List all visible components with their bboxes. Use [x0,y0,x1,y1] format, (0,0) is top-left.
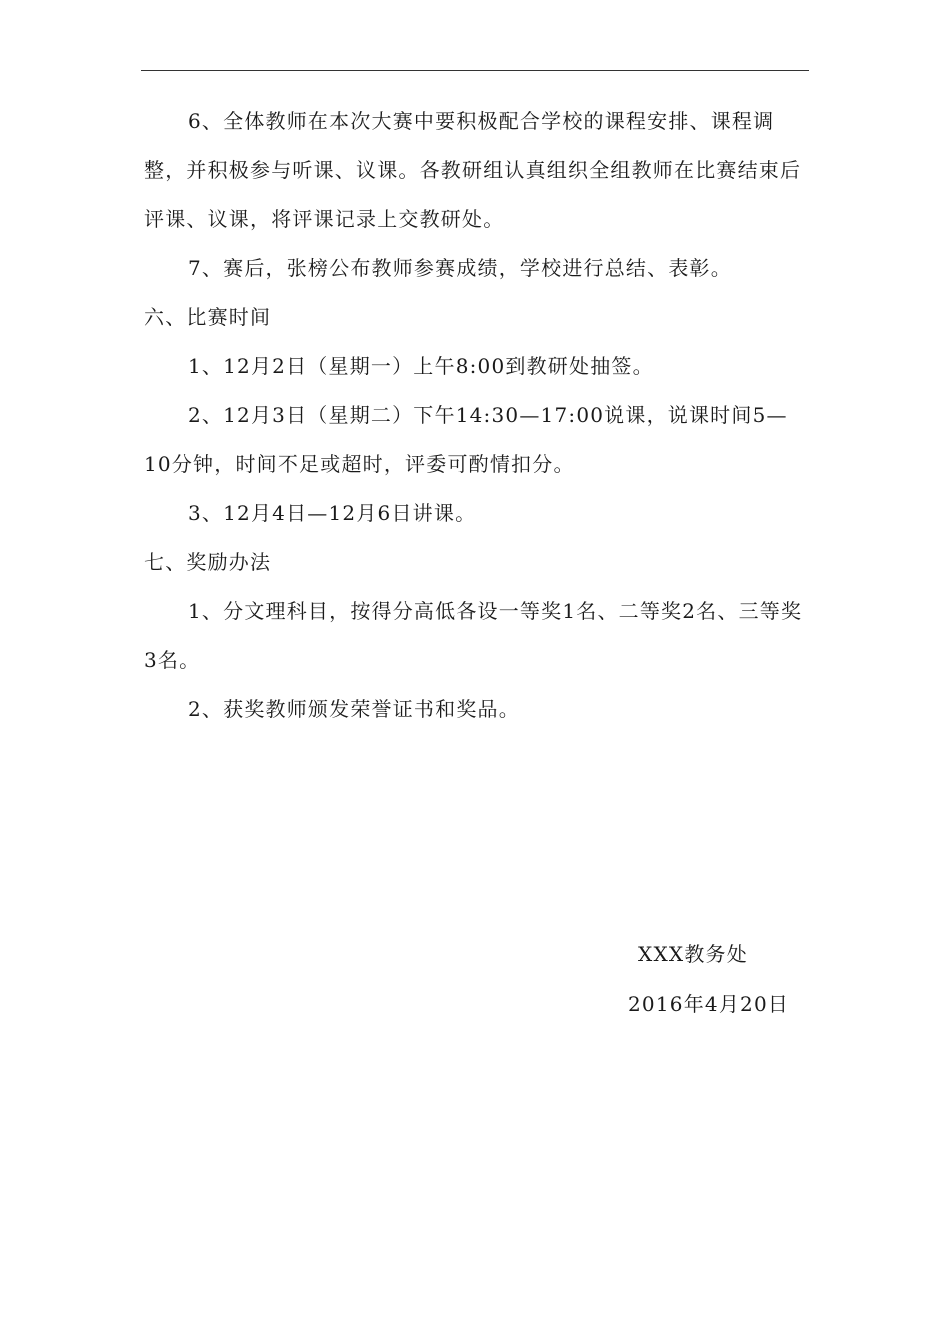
document-body [144,97,809,734]
signature-date: 2016年4月20日 [628,992,790,1016]
header-rule [141,70,809,71]
signature-organization: XXX教务处 [638,942,748,966]
award-item-2: 2、获奖教师颁发荣誉证书和奖品。 [188,697,520,721]
schedule-item-1: 1、12月2日（星期一）上午8:00到教研处抽签。 [188,354,654,378]
paragraph-item-6: 6、全体教师在本次大赛中要积极配合学校的课程安排、课程调整，并积极参与听课、议课。各教研组认真组织全组教师在比赛结束后评课、议课，将评课记录上交教研处。 [144,109,802,231]
section-heading-awards: 七、奖励办法 [144,550,272,574]
award-item-1: 1、分文理科目，按得分高低各设一等奖1名、二等奖2名、三等奖3名。 [144,599,803,672]
paragraph-item-7: 7、赛后，张榜公布教师参赛成绩，学校进行总结、表彰。 [188,256,732,280]
section-heading-schedule: 六、比赛时间 [144,305,272,329]
schedule-item-3: 3、12月4日—12月6日讲课。 [188,501,477,525]
schedule-item-2: 2、12月3日（星期二）下午14:30—17:00说课，说课时间5—10分钟，时间不足或超时，评委可酌情扣分。 [144,403,788,476]
